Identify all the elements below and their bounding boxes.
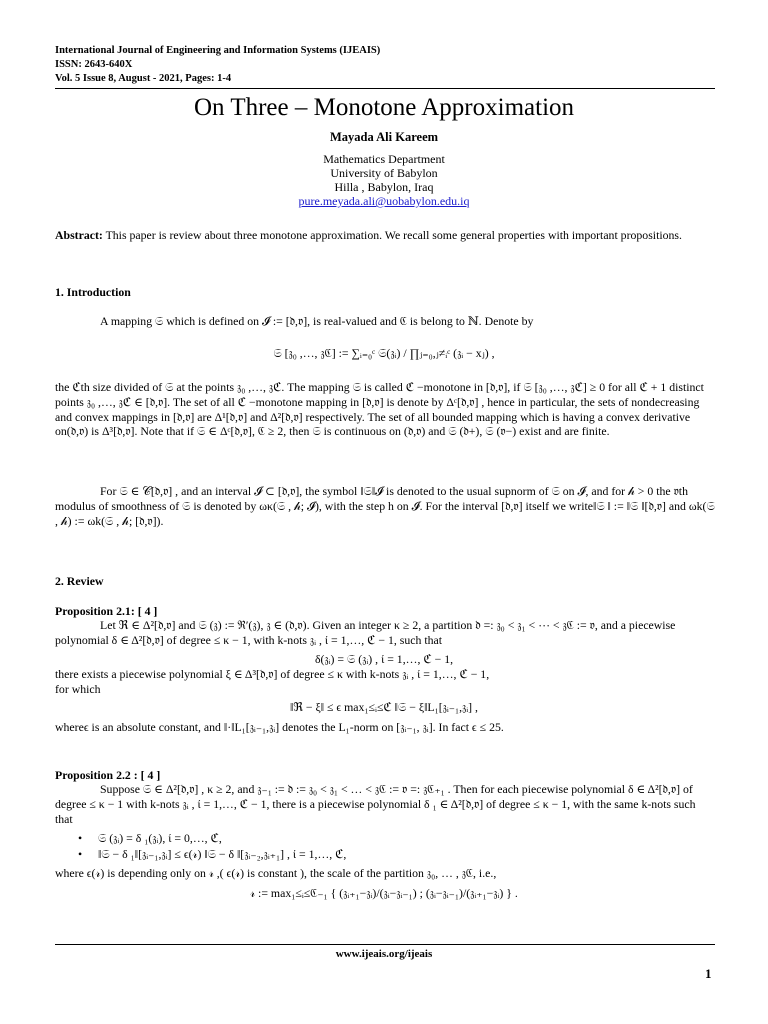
- proposition-2-2-bullets: [78, 830, 346, 862]
- proposition-2-1-text-2: there exists a piecewise polynomial ξ ∈ Δ³[𝔡,𝔳] of degree ≤ κ with k-nots 𝔷ᵢ , ί = 1,…, ℭ − 1,: [55, 667, 490, 681]
- proposition-2-2-text-2: where ϵ(𝓇) is depending only on 𝓇 ,( ϵ(𝓇) is constant ), the scale of the partition 𝔷₀, … , 𝔷ℭ, i.e.,: [55, 866, 497, 880]
- journal-volume: Vol. 5 Issue 8, August - 2021, Pages: 1-4: [55, 73, 232, 84]
- intro-paragraph-3: For 𝔖 ∈ 𝒞[𝔡,𝔳] , and an interval 𝓘 ⊂ [𝔡,𝔳], the symbol ‖𝔖‖𝓘 is denoted to the usual supnorm of 𝔖 on 𝓘, and for 𝒽 > 0 the 𝔳th modulus of smoothness of 𝔖 is denoted by ωκ(𝔖 , 𝒽; 𝓘), with the step h on 𝓘. For the interval [𝔡,𝔳] itself we write‖𝔖 ‖ := ‖𝔖 ‖[𝔡,𝔳] and ωk(𝔖 , 𝒽) := ωk(𝔖 , 𝒽; [𝔡,𝔳]).: [55, 484, 715, 528]
- proposition-2-1-equation-1: δ(𝔷ᵢ) = 𝔖 (𝔷ᵢ) , ί = 1,…, ℭ − 1,: [314, 652, 454, 666]
- affil-univ: University of Babylon: [330, 166, 438, 180]
- footer-rule: [55, 944, 715, 945]
- proposition-2-1-text: Let ℜ ∈ Δ²[𝔡,𝔳] and 𝔖 (𝔷) := ℜ′(𝔷), 𝔷 ∈ (𝔡,𝔳). Given an integer κ ≥ 2, a partition 𝔡 =: 𝔷₀ < 𝔷₁ < ⋯ < 𝔷ℭ := 𝔳, and a piecewise polynomial δ ∈ Δ²[𝔡,𝔳] of degree ≤ κ − 1, with k-nots 𝔷ᵢ , ί = 1,…, ℭ − 1, such that: [55, 618, 676, 647]
- footer-url-link[interactable]: www.ijeais.org/ijeais: [335, 948, 433, 960]
- proposition-2-2-label: Proposition 2.2 : [ 4 ]: [55, 768, 161, 782]
- affil-dept: Mathematics Department: [323, 152, 445, 166]
- journal-issn: ISSN: 2643-640X: [55, 59, 133, 70]
- proposition-2-1-label: Proposition 2.1: [ 4 ]: [55, 604, 158, 618]
- proposition-2-2-text: Suppose 𝔖 ∈ Δ²[𝔡,𝔳] , κ ≥ 2, and 𝔷₋₁ := 𝔡 := 𝔷₀ < 𝔷₁ < … < 𝔷ℭ := 𝔳 =: 𝔷ℭ₊₁ . Then for each piecewise polynomial δ ∈ Δ²[𝔡,𝔳] of degree ≤ κ − 1 with k-nots 𝔷ᵢ , ί = 1,…, ℭ − 1, there is a piecewise polynomial δ ₁ ∈ Δ²[𝔡,𝔳] of degree ≤ κ − 1, with the same k-nots such that: [55, 782, 696, 826]
- bullet-item: • 𝔖 (𝔷ᵢ) = δ ₁(𝔷ᵢ), ί = 0,…, ℭ,: [78, 830, 346, 846]
- header-rule: [55, 88, 715, 89]
- partition-scale-equation: 𝓇 := max₁≤ᵢ≤ℭ₋₁ { (𝔷ᵢ₊₁−𝔷ᵢ)/(𝔷ᵢ−𝔷ᵢ₋₁) ; (𝔷ᵢ−𝔷ᵢ₋₁)/(𝔷ᵢ₊₁−𝔷ᵢ) } .: [250, 886, 518, 900]
- bullet-item: • ‖𝔖 − δ ₁‖[𝔷ᵢ₋₁,𝔷ᵢ] ≤ ϵ(𝓇) ‖𝔖 − δ ‖[𝔷ᵢ₋₂,𝔷ᵢ₊₁] , ί = 1,…, ℭ,: [78, 846, 346, 862]
- journal-header: [55, 44, 380, 86]
- abstract: [55, 228, 715, 243]
- author-email-link[interactable]: pure.meyada.ali@uobabylon.edu.iq: [298, 194, 470, 208]
- proposition-2-1-text-4: whereϵ is an absolute constant, and ‖·‖L₁[𝔷ᵢ₋₁,𝔷ᵢ] denotes the L₁-norm on [𝔷ᵢ₋₁, 𝔷ᵢ]. In fact ϵ ≤ 25.: [55, 720, 504, 734]
- affil-city: Hilla , Babylon, Iraq: [334, 180, 434, 194]
- section-heading-introduction: 1. Introduction: [55, 285, 131, 299]
- proposition-2-1-text-3: for which: [55, 682, 101, 696]
- section-heading-review: 2. Review: [55, 574, 104, 588]
- divided-difference-equation: 𝔖 [𝔷₀ ,…, 𝔷ℭ] := ∑ᵢ₌₀ᶜ 𝔖(𝔷ᵢ) / ∏ⱼ₌₀,ⱼ≠ᵢᶜ (𝔷ᵢ − xⱼ) ,: [273, 346, 495, 360]
- intro-paragraph-1: A mapping 𝔖 which is defined on 𝓘 := [𝔡,𝔳], is real-valued and ℭ is belong to ℕ. Denote by: [100, 314, 534, 328]
- proposition-2-1-equation-2: ‖ℜ − ξ‖ ≤ ϵ max₁≤ᵢ≤ℭ ‖𝔖 − ξ‖L₁[𝔷ᵢ₋₁,𝔷ᵢ] ,: [290, 700, 478, 714]
- abstract-label: Abstract:: [55, 228, 103, 242]
- journal-name: International Journal of Engineering and Information Systems (IJEAIS): [55, 45, 381, 56]
- paper-title: On Three – Monotone Approximation: [193, 94, 575, 121]
- author-name: Mayada Ali Kareem: [329, 130, 439, 144]
- affiliation: [0, 152, 768, 208]
- intro-paragraph-2: the ℭth size divided of 𝔖 at the points 𝔷₀ ,…, 𝔷ℭ. The mapping 𝔖 is called ℭ −monotone in [𝔡,𝔳], if 𝔖 [𝔷₀ ,…, 𝔷ℭ] ≥ 0 for all ℭ + 1 distinct points 𝔷₀ ,…, 𝔷ℭ ∈ [𝔡,𝔳]. The set of all ℭ −monotone mapping in [𝔡,𝔳] is denote by Δᶜ[𝔡,𝔳] , hence in particular, the sets of nondecreasing and convex mappings in [𝔡,𝔳] are Δ¹[𝔡,𝔳] and Δ²[𝔡,𝔳] respectively. The set of all bounded mapping which is having a convex derivative on(𝔡,𝔳) is Δ³[𝔡,𝔳]. Note that if 𝔖 ∈ Δᶜ[𝔡,𝔳], ℭ ≥ 2, then 𝔖 is continuous on (𝔡,𝔳) and 𝔖 (𝔡+), 𝔖 (𝔳−) exist and are finite.: [55, 380, 704, 439]
- page-number: 1: [705, 966, 712, 981]
- abstract-text: This paper is review about three monotone approximation. We recall some general properties with important propositions.: [102, 228, 682, 242]
